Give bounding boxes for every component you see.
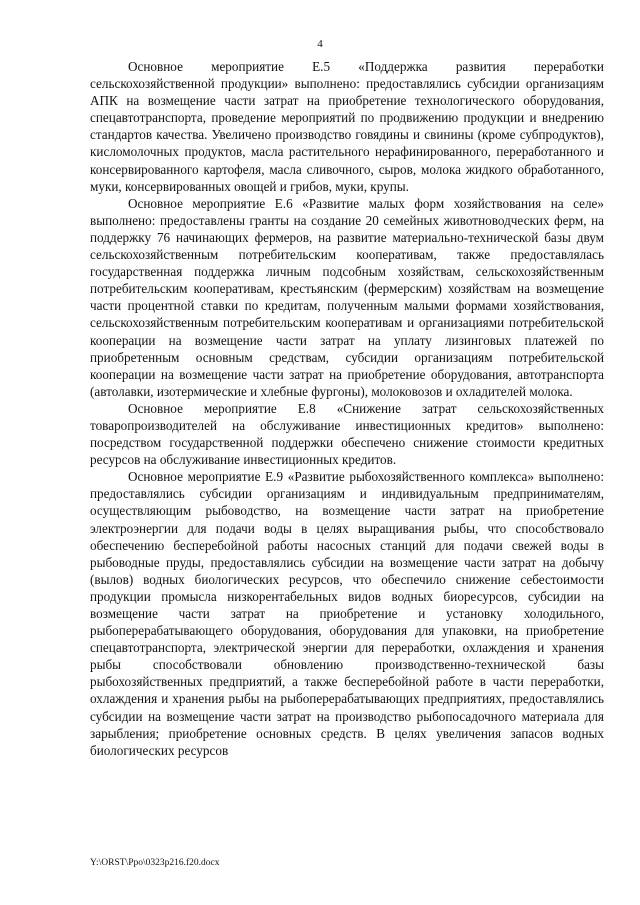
paragraph-e8: Основное мероприятие Е.8 «Снижение затрат сельскохозяйственных товаропроизводителей на обслуживание инвестиционных кредитов» выполнено: посредством государственной поддержки обеспечено снижение стоимости кредитных ресурсов на обслуживание инвестиционных кредитов. — [90, 400, 604, 468]
paragraph-e5: Основное мероприятие Е.5 «Поддержка развития переработки сельскохозяйственной продукции» выполнено: предоставлялись субсидии организациям АПК на возмещение части затрат на приобретение технологического оборудования, спецавтотранспорта, проведение мероприятий по продвижению продукции и внедрению стандартов качества. Увеличено производство говядины и свинины (кроме субпродуктов), кисломолочных продуктов, масла растительного нерафинированного, переработанного и консервированного картофеля, масла сливочного, сыров, молока жидкого обработанного, муки, консервированных овощей и грибов, муки, крупы. — [90, 59, 604, 194]
paragraph-e6: Основное мероприятие Е.6 «Развитие малых форм хозяйствования на селе» выполнено: предоставлены гранты на создание 20 семейных животноводческих ферм, на поддержку 76 начинающих фермеров, на развитие материально-технической базы двум сельскохозяйственным потребительским кооперативам, также предоставлялась государственная поддержка личным подсобным хозяйствам, сельскохозяйственным потребительским кооперативам, крестьянским (фермерским) хозяйствам на возмещение части процентной ставки по кредитам, полученным малыми формами хозяйствования, сельскохозяйственным потребительским кооперативам и организациями потребительской кооперации на возмещение части затрат на уплату лизинговых платежей по приобретенным основным средствам, субсидии организациям потребительской кооперации на возмещение части затрат на приобретение оборудования, автотранспорта (автолавки, изотермические и хлебные фургоны), молоковозов и охладителей молока. — [90, 195, 604, 399]
footer-file-path: Y:\ORST\Ppo\0323p216.f20.docx — [90, 858, 220, 868]
paragraph-e9: Основное мероприятие Е.9 «Развитие рыбохозяйственного комплекса» выполнено: предоставлялись субсидии организациям и индивидуальным предпринимателям, осуществляющим рыбоводство, на возмещение части затрат на приобретение электроэнергии для подачи воды в целях выращивания рыбы, что способствовало обеспечению бесперебойной работы насосных станций для подачи свежей воды в рыбоводные пруды, предоставлялись субсидии на возмещение части затрат на добычу (вылов) водных биологических ресурсов, что обеспечило снижение себестоимости продукции промысла низкорентабельных видов водных биоресурсов, субсидии на возмещение части затрат на приобретение и установку холодильного, рыбоперерабатывающего оборудования, оборудования для упаковки, на приобретение спецавтотранспорта, электрической энергии для переработки, охлаждения и хранения рыбы способствовали обновлению производственно-технической базы рыбохозяйственных предприятий, а также бесперебойной работе в части переработки, охлаждения и хранения рыбы на рыбоперерабатывающих предприятиях, предоставлялись субсидии на возмещение части затрат на производство рыбопосадочного материала для зарыбления; приобретение основных средств. В целях увеличения запасов водных биологических ресурсов — [90, 469, 604, 758]
document-body — [90, 58, 604, 759]
page-number: 4 — [317, 38, 323, 50]
